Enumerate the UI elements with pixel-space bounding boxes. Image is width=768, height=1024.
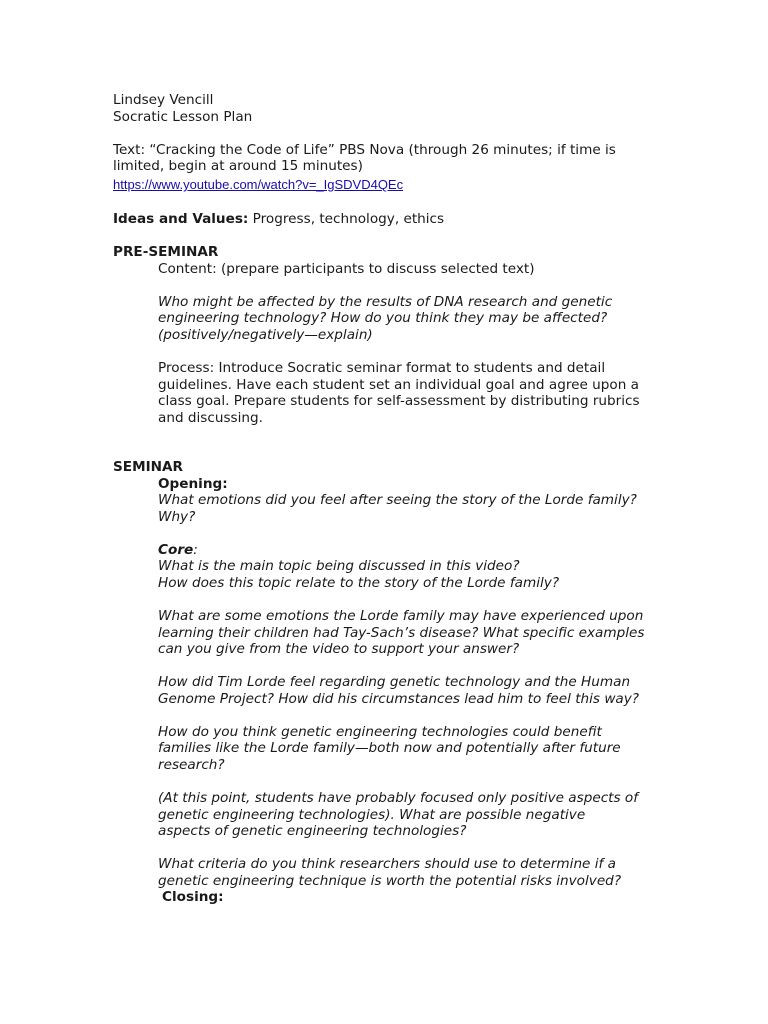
ideas-and-values	[113, 211, 444, 228]
pre-seminar-question-line: (positively/negatively—explain)	[158, 327, 373, 343]
core-label-text: Core	[158, 542, 194, 558]
pre-seminar-heading: PRE-SEMINAR	[113, 244, 219, 260]
pre-seminar-content: Content: (prepare participants to discuss selected text)	[158, 261, 535, 277]
core-question-line: How do you think genetic engineering technologies could benefit	[158, 724, 602, 740]
text-source-line-2: limited, begin at around 15 minutes)	[113, 158, 363, 174]
opening-label: Opening:	[158, 476, 228, 492]
core-question-line: How did Tim Lorde feel regarding genetic technology and the Human	[158, 674, 631, 690]
core-question-line: (At this point, students have probably focused only positive aspects of	[158, 790, 639, 806]
process-line: class goal. Prepare students for self-assessment by distributing rubrics	[158, 393, 640, 409]
pre-seminar-question-line: Who might be affected by the results of DNA research and genetic	[158, 294, 613, 310]
document-title: Socratic Lesson Plan	[113, 109, 253, 125]
core-question-line: research?	[158, 757, 225, 773]
seminar-heading: SEMINAR	[113, 459, 184, 475]
opening-question-line: What emotions did you feel after seeing the story of the Lorde family?	[158, 492, 637, 508]
core-colon: :	[193, 542, 198, 558]
ideas-label: Ideas and Values:	[113, 211, 249, 227]
core-question-line: How does this topic relate to the story of the Lorde family?	[158, 575, 560, 591]
text-source-line-1: Text: “Cracking the Code of Life” PBS Nova (through 26 minutes; if time is	[113, 142, 616, 158]
core-label	[158, 542, 198, 559]
core-question-line: can you give from the video to support your answer?	[158, 641, 520, 657]
process-line: guidelines. Have each student set an individual goal and agree upon a	[158, 377, 639, 393]
core-question-line: aspects of genetic engineering technologies?	[158, 823, 467, 839]
core-question-line: families like the Lorde family—both now and potentially after future	[158, 740, 621, 756]
core-question-line: What are some emotions the Lorde family may have experienced upon	[158, 608, 644, 624]
core-question-line: What is the main topic being discussed in this video?	[158, 558, 520, 574]
author-name: Lindsey Vencill	[113, 92, 214, 108]
video-link[interactable]: https://www.youtube.com/watch?v=_IgSDVD4QEc	[113, 177, 404, 192]
core-question-line: Genome Project? How did his circumstances lead him to feel this way?	[158, 691, 640, 707]
opening-question-line: Why?	[158, 509, 196, 525]
core-question-line: What criteria do you think researchers should use to determine if a	[158, 856, 616, 872]
pre-seminar-question-line: engineering technology? How do you think they may be affected?	[158, 310, 608, 326]
closing-label: Closing:	[162, 889, 224, 905]
ideas-value: Progress, technology, ethics	[248, 211, 445, 227]
process-line: Process: Introduce Socratic seminar format to students and detail	[158, 360, 606, 376]
process-line: and discussing.	[158, 410, 263, 426]
core-question-line: genetic engineering technique is worth the potential risks involved?	[158, 873, 622, 889]
core-question-line: genetic engineering technologies). What are possible negative	[158, 807, 586, 823]
core-question-line: learning their children had Tay-Sach’s disease? What specific examples	[158, 625, 645, 641]
